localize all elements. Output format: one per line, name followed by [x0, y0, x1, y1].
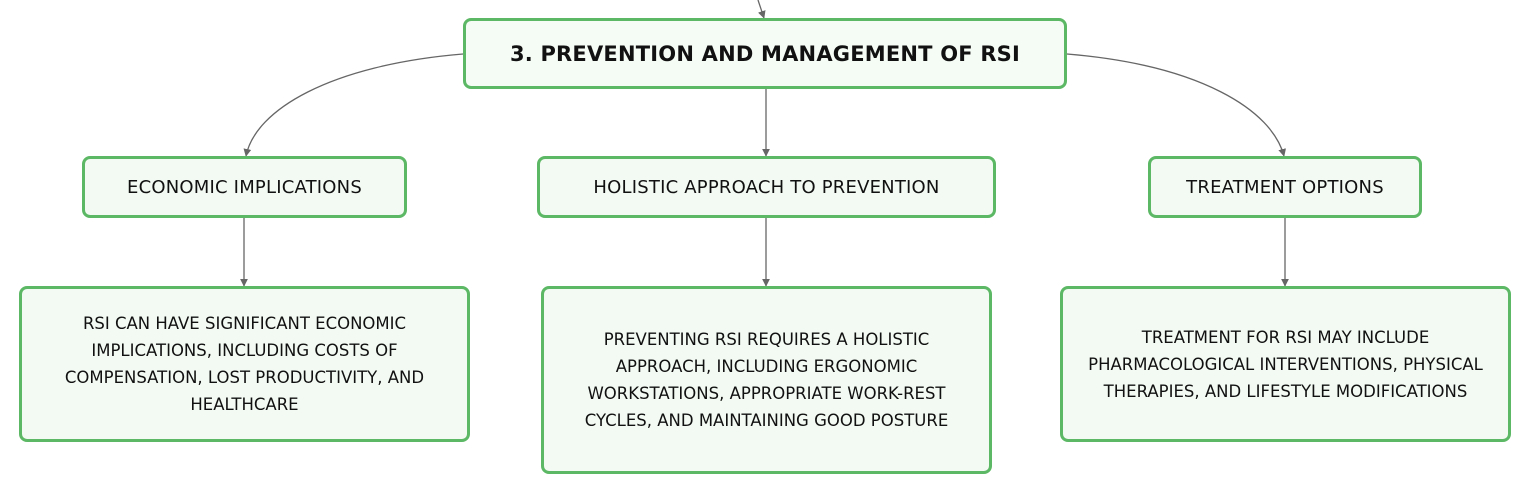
detail-text: TREATMENT FOR RSI MAY INCLUDE PHARMACOLOGICAL INTERVENTIONS, PHYSICAL THERAPIES, AND LIFESTYLE MODIFICATIONS	[1088, 327, 1483, 401]
root-node-label: 3. PREVENTION AND MANAGEMENT OF RSI	[509, 41, 1021, 66]
node-holistic-approach[interactable]	[537, 156, 996, 218]
node-economic-implications[interactable]	[82, 156, 407, 218]
detail-text: RSI CAN HAVE SIGNIFICANT ECONOMIC IMPLICATIONS, INCLUDING COSTS OF COMPENSATION, LOST PRODUCTIVITY, AND HEALTHCARE	[64, 314, 425, 414]
detail-text: PREVENTING RSI REQUIRES A HOLISTIC APPROACH, INCLUDING ERGONOMIC WORKSTATIONS, APPROPRIATE WORK-REST CYCLES, AND MAINTAINING GOOD POSTURE	[584, 330, 949, 430]
node-label: HOLISTIC APPROACH TO PREVENTION	[593, 176, 940, 198]
node-label: TREATMENT OPTIONS	[1186, 176, 1384, 198]
node-treatment-options[interactable]	[1148, 156, 1422, 218]
detail-node-treatment[interactable]	[1060, 286, 1511, 442]
connector-root-to-treatment	[1067, 54, 1284, 156]
node-label: ECONOMIC IMPLICATIONS	[127, 176, 362, 198]
root-node[interactable]	[463, 18, 1067, 89]
connector-root-to-economic	[246, 54, 463, 156]
incoming-connector	[758, 0, 764, 18]
detail-node-holistic[interactable]	[541, 286, 992, 474]
detail-node-economic[interactable]	[19, 286, 470, 442]
